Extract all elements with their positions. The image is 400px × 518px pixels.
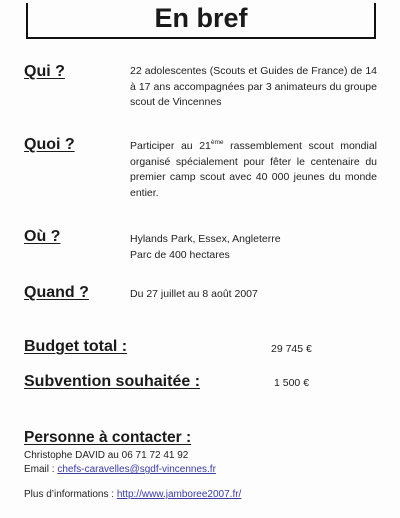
- ou-text: [130, 232, 377, 263]
- contact-email-line: [24, 463, 216, 476]
- email-label: Email :: [24, 464, 58, 475]
- ou-label: Où ?: [24, 228, 61, 245]
- quoi-text: [130, 139, 377, 201]
- ou-line1: Hylands Park, Essex, Angleterre: [130, 233, 281, 245]
- contact-name-phone: Christophe DAVID au 06 71 72 41 92: [24, 450, 189, 461]
- ou-line2: Parc de 400 hectares: [130, 248, 230, 261]
- info-url-link[interactable]: http://www.jamboree2007.fr/: [116, 489, 242, 500]
- quoi-superscript: ème: [210, 139, 224, 146]
- subvention-label: Subvention souhaitée :: [24, 373, 201, 390]
- quoi-text-before: Participer au 21: [130, 140, 211, 152]
- contact-label: Personne à contacter :: [24, 429, 192, 446]
- subvention-value: 1 500 €: [274, 377, 310, 389]
- email-link[interactable]: chefs-caravelles@sgdf-vincennes.fr: [57, 464, 216, 475]
- budget-value: 29 745 €: [271, 343, 312, 355]
- quoi-text-after: rassemblement scout mondial organisé spécialement pour fêter le centenaire du premier camp scout avec 40 000 jeunes du monde entier.: [130, 140, 377, 199]
- qui-text: 22 adolescentes (Scouts et Guides de France) de 14 à 17 ans accompagnées par 3 animateurs du groupe scout de Vincennes: [130, 65, 377, 108]
- qui-label: Qui ?: [24, 63, 65, 80]
- quand-text: Du 27 juillet au 8 août 2007: [130, 288, 258, 300]
- budget-label: Budget total :: [24, 338, 128, 355]
- page-title: En bref: [26, 3, 376, 39]
- quoi-label: Quoi ?: [24, 136, 75, 153]
- info-label: Plus d’informations :: [24, 489, 117, 500]
- quand-label: Quand ?: [24, 284, 89, 301]
- info-line: [24, 488, 241, 501]
